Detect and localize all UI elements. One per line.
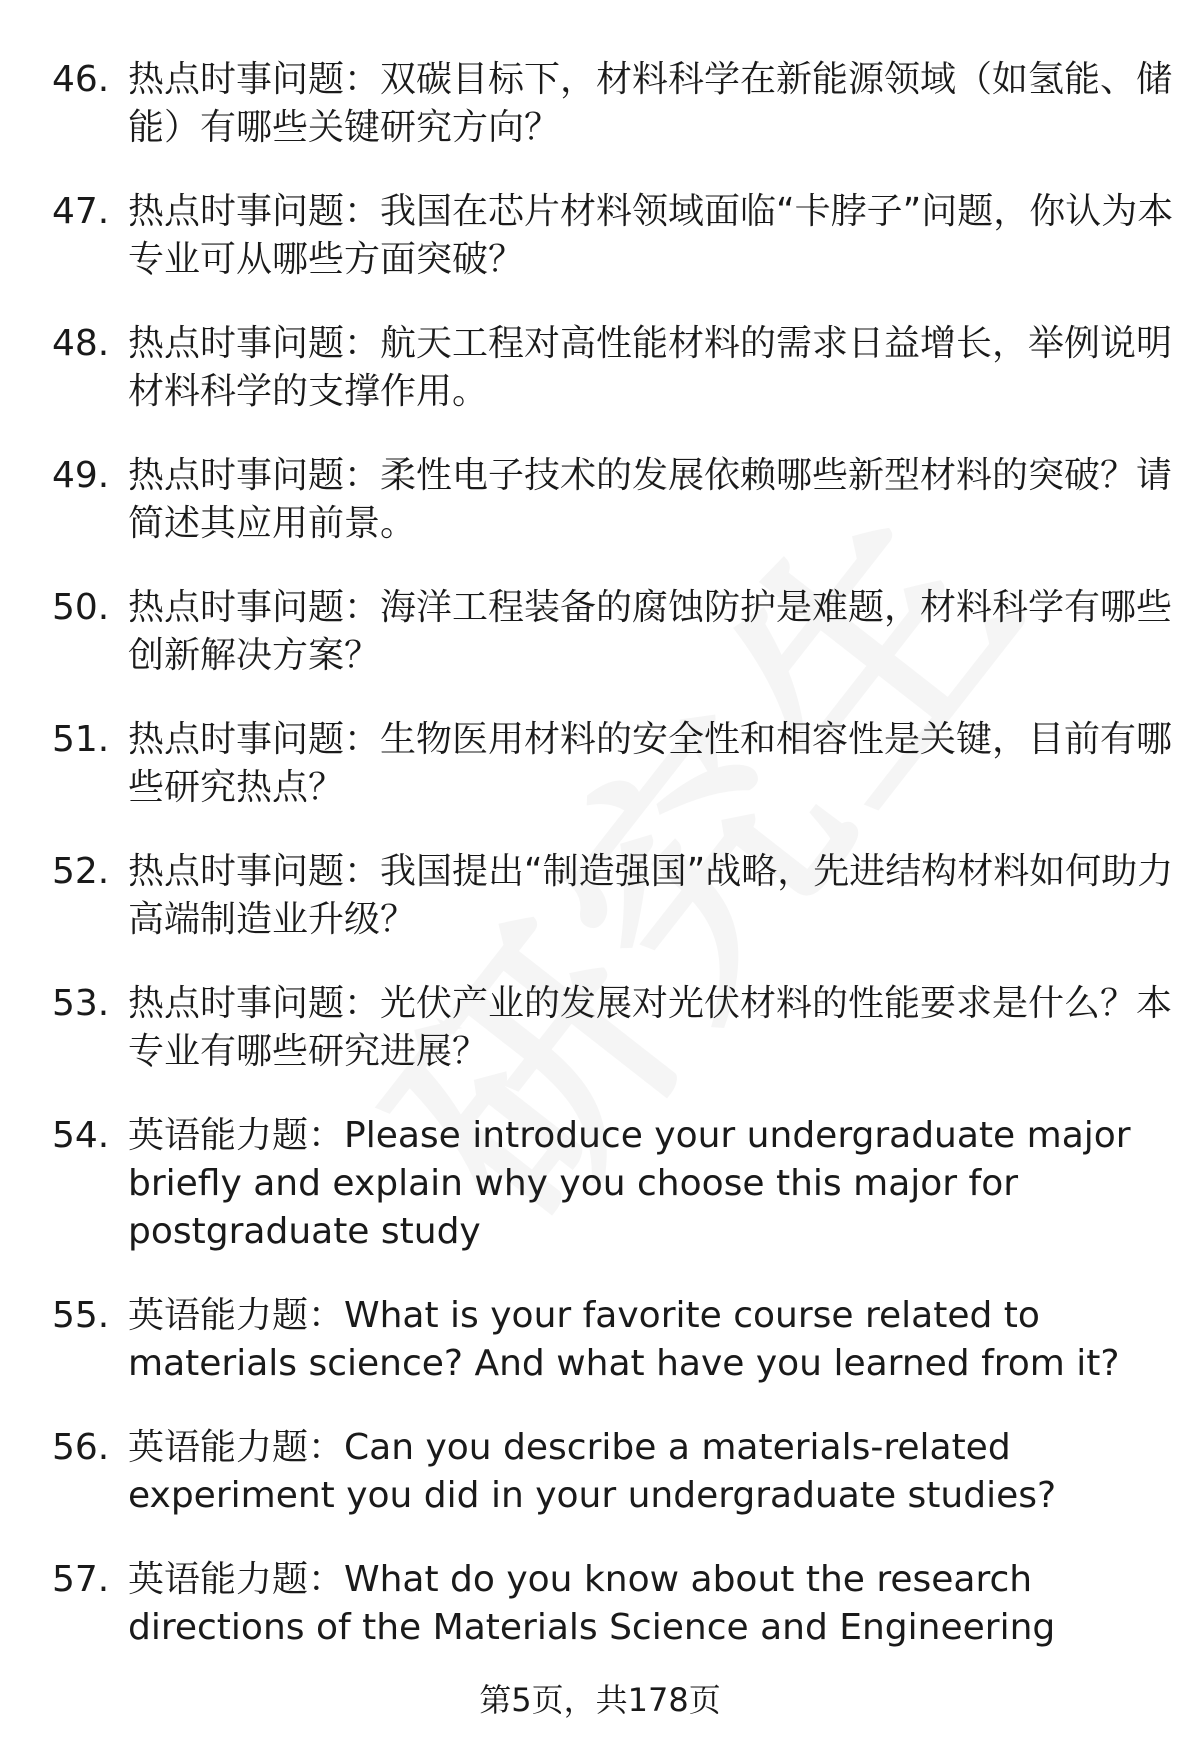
question-number: 54.: [52, 1115, 110, 1156]
question-text: 热点时事问题：光伏产业的发展对光伏材料的性能要求是什么？本专业有哪些研究进展？: [128, 983, 1173, 1072]
question-text: 热点时事问题：柔性电子技术的发展依赖哪些新型材料的突破？请简述其应用前景。: [128, 455, 1173, 544]
question-number: 49.: [52, 455, 110, 496]
question-text: 英语能力题：What is your favorite course related to materials science? And what have you learned from it?: [128, 1295, 1120, 1384]
question-number: 47.: [52, 191, 110, 232]
question-text: 热点时事问题：航天工程对高性能材料的需求日益增长，举例说明材料科学的支撑作用。: [128, 323, 1173, 412]
question-number: 55.: [52, 1295, 110, 1336]
page-footer: 第5页，共178页: [479, 1681, 721, 1719]
question-number: 50.: [52, 587, 110, 628]
question-text: 热点时事问题：生物医用材料的安全性和相容性是关键，目前有哪些研究热点？: [128, 719, 1173, 808]
question-number: 53.: [52, 983, 110, 1024]
question-text: 英语能力题：Can you describe a materials-related experiment you did in your undergraduate studies?: [128, 1427, 1057, 1516]
question-number: 51.: [52, 719, 110, 760]
question-text: 热点时事问题：我国在芯片材料领域面临“卡脖子”问题，你认为本专业可从哪些方面突破？: [128, 191, 1174, 280]
question-text: 英语能力题：What do you know about the research directions of the Materials Science and Engineering: [128, 1559, 1056, 1648]
question-text: 英语能力题：Please introduce your undergraduate major briefly and explain why you choose this major for postgraduate study: [128, 1115, 1131, 1252]
question-text: 热点时事问题：双碳目标下，材料科学在新能源领域（如氢能、储能）有哪些关键研究方向？: [128, 59, 1173, 148]
question-number: 46.: [52, 59, 110, 100]
question-number: 56.: [52, 1427, 110, 1468]
question-text: 热点时事问题：我国提出“制造强国”战略，先进结构材料如何助力高端制造业升级？: [128, 851, 1174, 940]
question-number: 48.: [52, 323, 110, 364]
question-number: 52.: [52, 851, 110, 892]
question-number: 57.: [52, 1559, 110, 1600]
question-text: 热点时事问题：海洋工程装备的腐蚀防护是难题，材料科学有哪些创新解决方案？: [128, 587, 1173, 676]
